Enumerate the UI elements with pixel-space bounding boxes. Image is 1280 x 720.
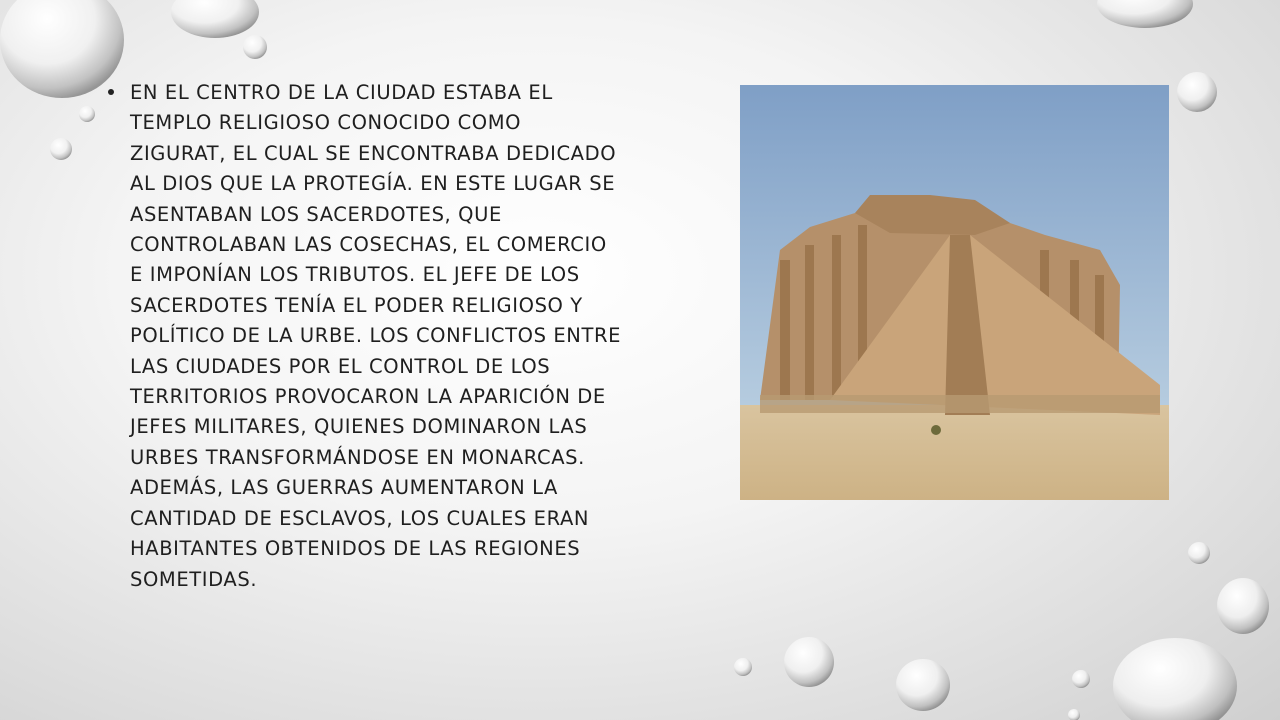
bullet-icon: [108, 89, 114, 95]
drop-bottom-right-large: [1113, 638, 1237, 720]
content-text-block: [108, 78, 628, 595]
drop-bottom-1: [784, 637, 834, 687]
photo-ground: [740, 405, 1169, 500]
drop-bottom-5: [1068, 709, 1080, 720]
drop-bottom-4: [1072, 670, 1090, 688]
ziggurat-base-shadow: [760, 395, 1160, 413]
drop-right-3: [1217, 578, 1269, 634]
drop-right-2: [1188, 542, 1210, 564]
ziggurat-photo: [740, 85, 1169, 500]
drop-bottom-2: [734, 658, 752, 676]
drop-bottom-3: [896, 659, 950, 711]
drop-small-2: [79, 106, 95, 122]
drop-right-1: [1177, 72, 1217, 112]
drop-top-right: [1097, 0, 1193, 28]
drop-small-3: [50, 138, 72, 160]
drop-small-1: [243, 35, 267, 59]
drop-top-left-large: [0, 0, 124, 98]
shrub: [931, 425, 941, 435]
drop-top-left-2: [171, 0, 259, 38]
bullet-paragraph: EN EL CENTRO DE LA CIUDAD ESTABA EL TEMPLO RELIGIOSO CONOCIDO COMO ZIGURAT, EL CUAL SE ENCONTRABA DEDICADO AL DIOS QUE LA PROTEGÍA. EN ESTE LUGAR SE ASENTABAN LOS SACERDOTES, QUE CONTROLABAN LAS COSECHAS, EL COMERCIO E IMPONÍAN LOS TRIBUTOS. EL JEFE DE LOS SACERDOTES TENÍA EL PODER RELIGIOSO Y POLÍTICO DE LA URBE. LOS CONFLICTOS ENTRE LAS CIUDADES POR EL CONTROL DE LOS TERRITORIOS PROVOCARON LA APARICIÓN DE JEFES MILITARES, QUIENES DOMINARON LAS URBES TRANSFORMÁNDOSE EN MONARCAS. ADEMÁS, LAS GUERRAS AUMENTARON LA CANTIDAD DE ESCLAVOS, LOS CUALES ERAN HABITANTES OBTENIDOS DE LAS REGIONES SOMETIDAS.: [130, 81, 622, 591]
